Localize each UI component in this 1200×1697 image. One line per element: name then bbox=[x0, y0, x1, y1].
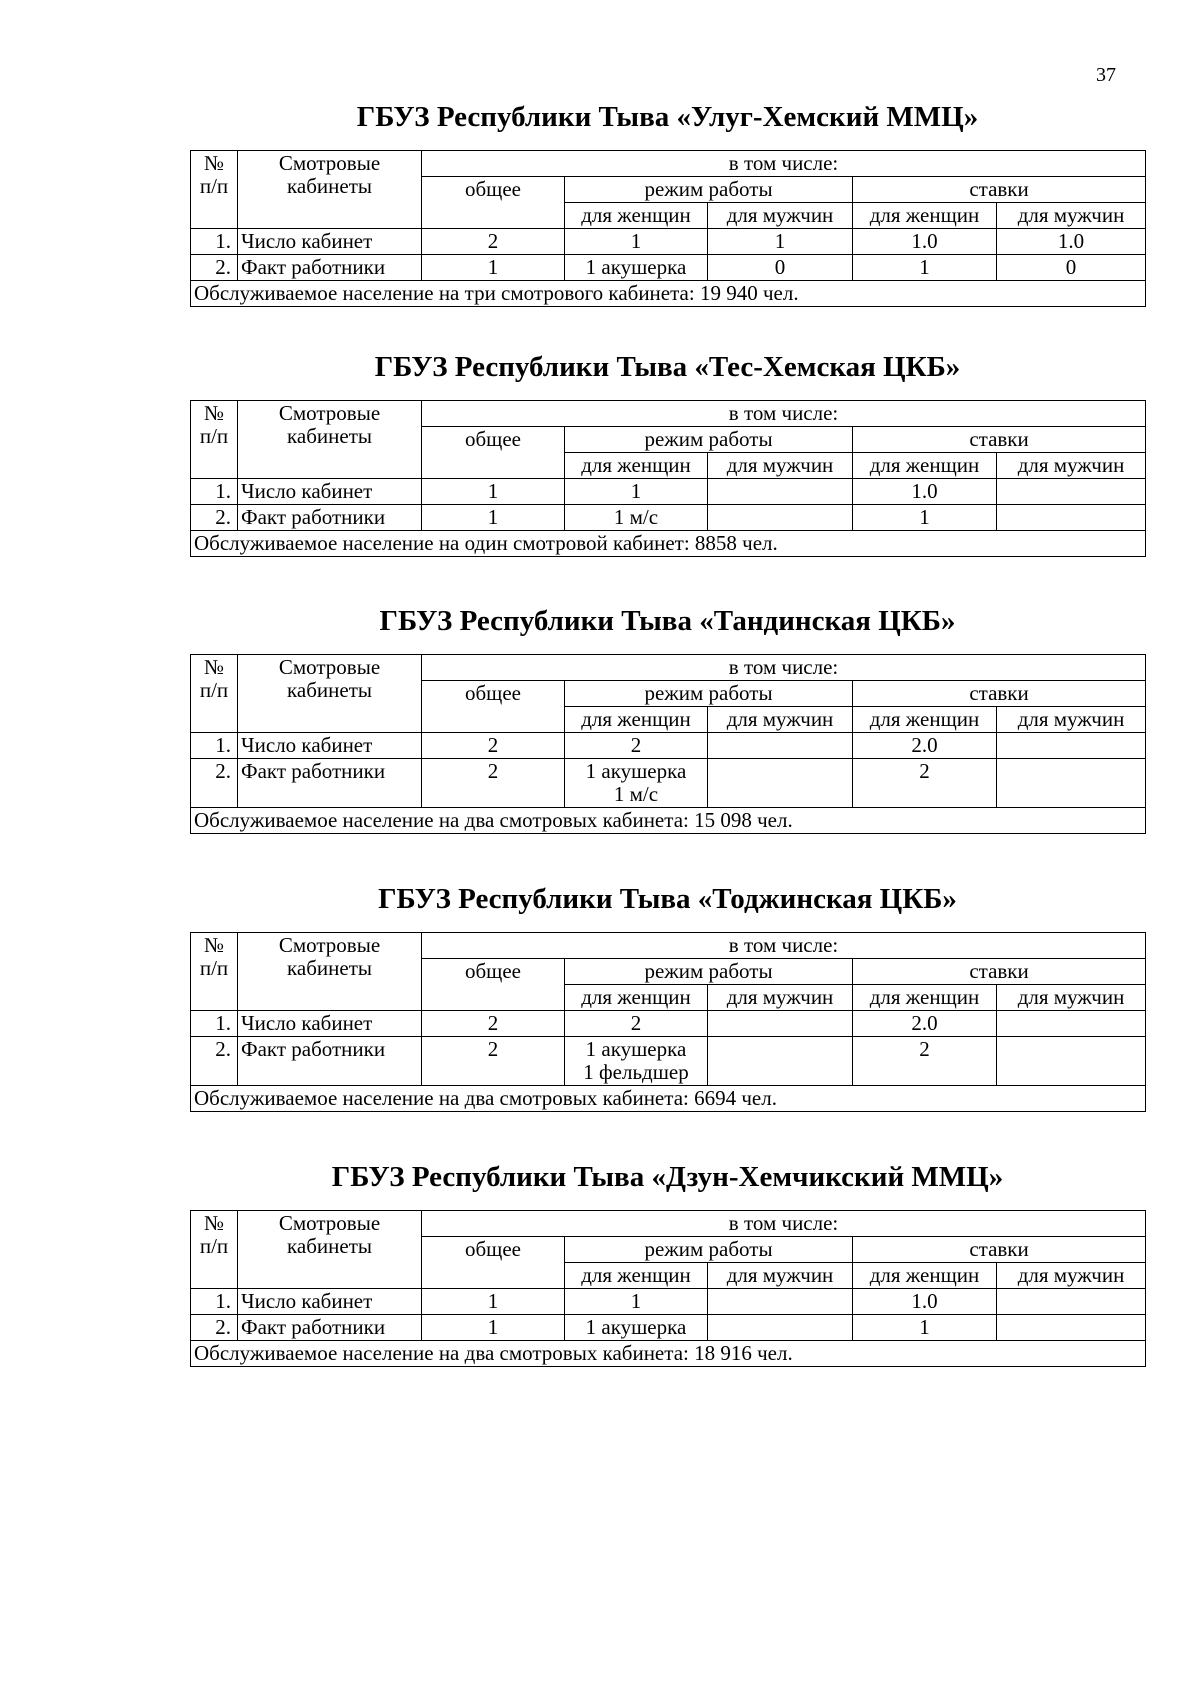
cell-rate-men bbox=[997, 229, 1146, 255]
cell-rate-women bbox=[853, 1011, 997, 1037]
row-label: Факт работники bbox=[238, 759, 422, 808]
header-rooms-line1: Смотровые bbox=[278, 151, 381, 175]
table-row bbox=[191, 1037, 1146, 1086]
facility-section bbox=[190, 882, 1145, 1112]
cell-rate-women-line: 1.0 bbox=[911, 229, 938, 253]
cell-rate-women-line: 2.0 bbox=[911, 733, 938, 757]
cell-rate-women-line: 1 bbox=[919, 255, 930, 279]
header-rooms-line1: Смотровые bbox=[278, 933, 381, 957]
header-no-line1: № bbox=[203, 933, 225, 957]
cell-mode-men-line: 1 bbox=[774, 229, 786, 253]
cell-mode-women-line: 1 акушерка bbox=[585, 1315, 687, 1339]
cell-rate-women-line: 2 bbox=[919, 1037, 930, 1061]
table-row bbox=[191, 1289, 1146, 1315]
cell-rate-men bbox=[997, 255, 1146, 281]
header-total: общее bbox=[422, 959, 565, 1011]
cell-rate-women bbox=[853, 733, 997, 759]
header-no bbox=[191, 933, 238, 1011]
cell-mode-women-line: 1 акушерка bbox=[585, 255, 687, 279]
header-rooms-line2: кабинеты bbox=[287, 678, 372, 702]
header-no bbox=[191, 401, 238, 479]
cell-total-line: 2 bbox=[487, 759, 499, 783]
cell-mode-women-line: 1 bbox=[630, 479, 642, 503]
cell-total bbox=[422, 479, 565, 505]
header-no-line2: п/п bbox=[199, 174, 229, 198]
cell-rate-women-line: 1.0 bbox=[911, 1289, 938, 1313]
header-rates: ставки bbox=[853, 959, 1146, 985]
cell-rate-women-line: 1.0 bbox=[911, 479, 938, 503]
cell-mode-women bbox=[565, 255, 708, 281]
section-title: ГБУЗ Республики Тыва «Тоджинская ЦКБ» bbox=[378, 883, 957, 915]
header-no-line2: п/п bbox=[199, 956, 229, 980]
cell-mode-men bbox=[708, 1011, 853, 1037]
cell-rate-women-line: 1 bbox=[919, 1315, 930, 1339]
cell-total bbox=[422, 255, 565, 281]
header-rooms-line2: кабинеты bbox=[287, 174, 372, 198]
cell-rate-men-line: 0 bbox=[1065, 255, 1077, 279]
row-label: Число кабинет bbox=[238, 1011, 422, 1037]
cell-rate-men bbox=[997, 733, 1146, 759]
cell-mode-men bbox=[708, 1037, 853, 1086]
cell-mode-women-line: 1 м/с bbox=[613, 505, 659, 529]
cell-mode-men bbox=[708, 733, 853, 759]
header-rooms bbox=[238, 1211, 422, 1289]
table-row bbox=[191, 1315, 1146, 1341]
served-population: Обслуживаемое население на два смотровых кабинета: 6694 чел. bbox=[191, 1086, 1146, 1112]
header-mode-men: для мужчин bbox=[708, 985, 853, 1011]
header-no-line2: п/п bbox=[199, 424, 229, 448]
header-row-1 bbox=[191, 151, 1146, 177]
header-rooms-line1: Смотровые bbox=[278, 401, 381, 425]
cell-mode-women-line: 2 bbox=[630, 733, 642, 757]
row-number: 2. bbox=[191, 1037, 238, 1086]
cell-mode-women bbox=[565, 505, 708, 531]
header-no bbox=[191, 1211, 238, 1289]
header-mode-women: для женщин bbox=[565, 985, 708, 1011]
header-rate-men: для мужчин bbox=[997, 1263, 1146, 1289]
facility-section bbox=[190, 604, 1145, 834]
served-population: Обслуживаемое население на два смотровых кабинета: 15 098 чел. bbox=[191, 808, 1146, 834]
cell-total-line: 2 bbox=[487, 1037, 499, 1061]
header-including: в том числе: bbox=[422, 1211, 1146, 1237]
header-no-line2: п/п bbox=[199, 678, 229, 702]
cell-total-line: 1 bbox=[487, 1289, 499, 1313]
cell-mode-men bbox=[708, 255, 853, 281]
footer-row bbox=[191, 808, 1146, 834]
header-no-line2: п/п bbox=[199, 1234, 229, 1258]
cell-mode-women bbox=[565, 1315, 708, 1341]
cell-mode-women-line: 2 bbox=[630, 1011, 642, 1035]
footer-row bbox=[191, 1341, 1146, 1367]
cell-total-line: 1 bbox=[487, 479, 499, 503]
header-row-1 bbox=[191, 655, 1146, 681]
cell-mode-women-line: 1 м/с bbox=[613, 782, 659, 806]
header-mode-men: для мужчин bbox=[708, 453, 853, 479]
header-total: общее bbox=[422, 177, 565, 229]
row-label: Число кабинет bbox=[238, 479, 422, 505]
cell-mode-men bbox=[708, 759, 853, 808]
cell-total bbox=[422, 229, 565, 255]
header-rooms bbox=[238, 655, 422, 733]
cell-mode-men bbox=[708, 505, 853, 531]
cell-total bbox=[422, 759, 565, 808]
row-number: 1. bbox=[191, 733, 238, 759]
cell-rate-women-line: 1 bbox=[919, 505, 930, 529]
screening-rooms-table bbox=[190, 1210, 1146, 1367]
cell-total-line: 1 bbox=[487, 255, 499, 279]
header-rates: ставки bbox=[853, 177, 1146, 203]
cell-total-line: 2 bbox=[487, 733, 499, 757]
header-rate-women: для женщин bbox=[853, 453, 997, 479]
cell-mode-women bbox=[565, 1037, 708, 1086]
cell-rate-men bbox=[997, 1289, 1146, 1315]
header-no-line1: № bbox=[203, 151, 225, 175]
header-rate-men: для мужчин bbox=[997, 203, 1146, 229]
header-no bbox=[191, 151, 238, 229]
header-no-line1: № bbox=[203, 1211, 225, 1235]
cell-rate-women bbox=[853, 1289, 997, 1315]
header-no-line1: № bbox=[203, 401, 225, 425]
row-label: Факт работники bbox=[238, 1037, 422, 1086]
cell-mode-women bbox=[565, 759, 708, 808]
facility-section bbox=[190, 350, 1145, 557]
cell-mode-women-line: 1 bbox=[630, 1289, 642, 1313]
cell-mode-men bbox=[708, 479, 853, 505]
header-work-mode: режим работы bbox=[565, 177, 853, 203]
cell-rate-women bbox=[853, 479, 997, 505]
cell-total-line: 2 bbox=[487, 1011, 499, 1035]
cell-rate-men bbox=[997, 1037, 1146, 1086]
cell-rate-men bbox=[997, 479, 1146, 505]
table-row bbox=[191, 733, 1146, 759]
cell-total bbox=[422, 1011, 565, 1037]
header-rates: ставки bbox=[853, 681, 1146, 707]
cell-rate-women bbox=[853, 1315, 997, 1341]
cell-mode-women-line: 1 фельдшер bbox=[583, 1060, 689, 1084]
header-rooms bbox=[238, 401, 422, 479]
header-rooms bbox=[238, 151, 422, 229]
cell-total bbox=[422, 1315, 565, 1341]
cell-total bbox=[422, 1037, 565, 1086]
cell-mode-women bbox=[565, 1289, 708, 1315]
header-total: общее bbox=[422, 681, 565, 733]
header-rates: ставки bbox=[853, 1237, 1146, 1263]
header-row-1 bbox=[191, 933, 1146, 959]
table-row bbox=[191, 505, 1146, 531]
table-row bbox=[191, 759, 1146, 808]
cell-rate-men bbox=[997, 1315, 1146, 1341]
cell-rate-women bbox=[853, 759, 997, 808]
header-work-mode: режим работы bbox=[565, 427, 853, 453]
facility-section bbox=[190, 100, 1145, 307]
cell-mode-women bbox=[565, 229, 708, 255]
header-rate-women: для женщин bbox=[853, 1263, 997, 1289]
cell-mode-women-line: 1 bbox=[630, 229, 642, 253]
header-rooms-line1: Смотровые bbox=[278, 655, 381, 679]
header-mode-women: для женщин bbox=[565, 203, 708, 229]
row-label: Число кабинет bbox=[238, 733, 422, 759]
header-rate-women: для женщин bbox=[853, 985, 997, 1011]
row-label: Число кабинет bbox=[238, 1289, 422, 1315]
cell-mode-men bbox=[708, 1289, 853, 1315]
footer-row bbox=[191, 1086, 1146, 1112]
header-total: общее bbox=[422, 1237, 565, 1289]
header-row-1 bbox=[191, 1211, 1146, 1237]
row-number: 2. bbox=[191, 505, 238, 531]
served-population: Обслуживаемое население на один смотровой кабинет: 8858 чел. bbox=[191, 531, 1146, 557]
header-rooms-line2: кабинеты bbox=[287, 424, 372, 448]
row-label: Факт работники bbox=[238, 255, 422, 281]
header-no bbox=[191, 655, 238, 733]
header-mode-men: для мужчин bbox=[708, 707, 853, 733]
served-population: Обслуживаемое население на три смотрового кабинета: 19 940 чел. bbox=[191, 281, 1146, 307]
cell-mode-women bbox=[565, 733, 708, 759]
row-number: 2. bbox=[191, 1315, 238, 1341]
header-work-mode: режим работы bbox=[565, 959, 853, 985]
header-rooms bbox=[238, 933, 422, 1011]
cell-mode-men bbox=[708, 229, 853, 255]
cell-rate-men bbox=[997, 759, 1146, 808]
cell-mode-men bbox=[708, 1315, 853, 1341]
header-rooms-line1: Смотровые bbox=[278, 1211, 381, 1235]
section-title: ГБУЗ Республики Тыва «Улуг-Хемский ММЦ» bbox=[356, 101, 979, 133]
header-rate-men: для мужчин bbox=[997, 985, 1146, 1011]
table-row bbox=[191, 255, 1146, 281]
cell-rate-men bbox=[997, 1011, 1146, 1037]
header-mode-men: для мужчин bbox=[708, 1263, 853, 1289]
facility-section bbox=[190, 1160, 1145, 1367]
cell-mode-women bbox=[565, 1011, 708, 1037]
row-label: Факт работники bbox=[238, 505, 422, 531]
row-number: 1. bbox=[191, 1011, 238, 1037]
cell-total bbox=[422, 733, 565, 759]
header-rooms-line2: кабинеты bbox=[287, 956, 372, 980]
header-rates: ставки bbox=[853, 427, 1146, 453]
cell-rate-men-line: 1.0 bbox=[1057, 229, 1085, 253]
cell-mode-women bbox=[565, 479, 708, 505]
section-title: ГБУЗ Республики Тыва «Тес-Хемская ЦКБ» bbox=[374, 351, 961, 383]
header-total: общее bbox=[422, 427, 565, 479]
row-number: 1. bbox=[191, 229, 238, 255]
cell-rate-men bbox=[997, 505, 1146, 531]
header-including: в том числе: bbox=[422, 151, 1146, 177]
page-number: 37 bbox=[1096, 64, 1116, 86]
row-label: Факт работники bbox=[238, 1315, 422, 1341]
header-mode-women: для женщин bbox=[565, 1263, 708, 1289]
header-rate-women: для женщин bbox=[853, 203, 997, 229]
header-rate-men: для мужчин bbox=[997, 453, 1146, 479]
cell-total-line: 1 bbox=[487, 505, 499, 529]
cell-total-line: 2 bbox=[487, 229, 499, 253]
screening-rooms-table bbox=[190, 400, 1146, 557]
header-work-mode: режим работы bbox=[565, 1237, 853, 1263]
header-mode-women: для женщин bbox=[565, 453, 708, 479]
row-label: Число кабинет bbox=[238, 229, 422, 255]
footer-row bbox=[191, 531, 1146, 557]
section-title: ГБУЗ Республики Тыва «Дзун-Хемчикский ММЦ» bbox=[331, 1161, 1004, 1193]
header-rate-women: для женщин bbox=[853, 707, 997, 733]
header-rooms-line2: кабинеты bbox=[287, 1234, 372, 1258]
section-title: ГБУЗ Республики Тыва «Тандинская ЦКБ» bbox=[379, 605, 956, 637]
header-work-mode: режим работы bbox=[565, 681, 853, 707]
screening-rooms-table bbox=[190, 932, 1146, 1112]
cell-mode-men-line: 0 bbox=[774, 255, 786, 279]
header-including: в том числе: bbox=[422, 401, 1146, 427]
row-number: 1. bbox=[191, 1289, 238, 1315]
cell-total bbox=[422, 505, 565, 531]
row-number: 2. bbox=[191, 255, 238, 281]
cell-total bbox=[422, 1289, 565, 1315]
header-mode-men: для мужчин bbox=[708, 203, 853, 229]
header-no-line1: № bbox=[203, 655, 225, 679]
cell-rate-women bbox=[853, 229, 997, 255]
cell-mode-women-line: 1 акушерка bbox=[585, 1037, 687, 1061]
screening-rooms-table bbox=[190, 654, 1146, 834]
header-row-1 bbox=[191, 401, 1146, 427]
cell-rate-women-line: 2 bbox=[919, 759, 930, 783]
row-number: 1. bbox=[191, 479, 238, 505]
table-row bbox=[191, 1011, 1146, 1037]
header-including: в том числе: bbox=[422, 655, 1146, 681]
header-mode-women: для женщин bbox=[565, 707, 708, 733]
served-population: Обслуживаемое население на два смотровых кабинета: 18 916 чел. bbox=[191, 1341, 1146, 1367]
table-row bbox=[191, 479, 1146, 505]
cell-mode-women-line: 1 акушерка bbox=[585, 759, 687, 783]
cell-rate-women bbox=[853, 505, 997, 531]
header-including: в том числе: bbox=[422, 933, 1146, 959]
cell-total-line: 1 bbox=[487, 1315, 499, 1339]
header-rate-men: для мужчин bbox=[997, 707, 1146, 733]
cell-rate-women bbox=[853, 1037, 997, 1086]
cell-rate-women-line: 2.0 bbox=[911, 1011, 938, 1035]
row-number: 2. bbox=[191, 759, 238, 808]
footer-row bbox=[191, 281, 1146, 307]
screening-rooms-table bbox=[190, 150, 1146, 307]
cell-rate-women bbox=[853, 255, 997, 281]
table-row bbox=[191, 229, 1146, 255]
